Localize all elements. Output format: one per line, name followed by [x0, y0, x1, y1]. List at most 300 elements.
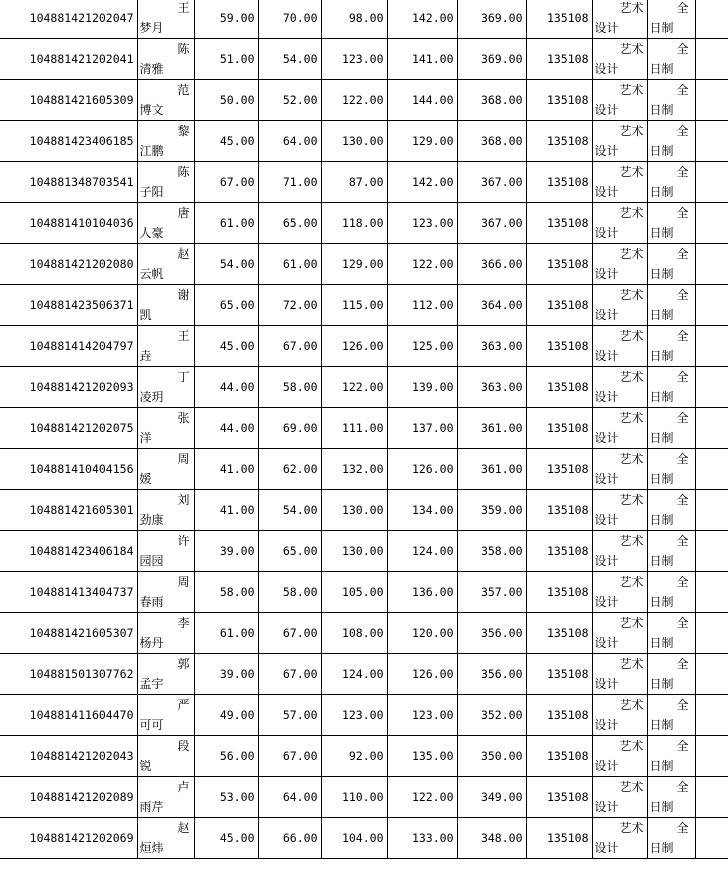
score-subject-2-cell: 112.00 [387, 285, 457, 326]
name-line-2: 博文 [139, 103, 164, 117]
empty-cell [695, 203, 728, 244]
major-line-2: 设计 [594, 841, 619, 855]
score-subject-1-cell: 130.00 [321, 121, 387, 162]
study-mode-cell [647, 777, 695, 818]
major-code-cell: 135108 [526, 695, 592, 736]
name-line-2: 劲康 [139, 513, 164, 527]
score-politics-cell: 59.00 [194, 0, 258, 39]
mode-line-2: 日制 [649, 431, 674, 445]
mode-line-2: 日制 [649, 759, 674, 773]
name-line-1: 李 [177, 616, 190, 630]
candidate-id-cell: 104881421202047 [0, 0, 137, 39]
total-score-cell: 356.00 [457, 613, 526, 654]
table-row [0, 695, 728, 736]
score-politics-cell: 45.00 [194, 326, 258, 367]
name-line-1: 刘 [177, 493, 190, 507]
major-code-cell: 135108 [526, 572, 592, 613]
candidate-id-cell: 104881421202093 [0, 367, 137, 408]
score-subject-2-cell: 122.00 [387, 777, 457, 818]
empty-cell [695, 367, 728, 408]
mode-line-1: 全 [676, 206, 689, 220]
major-line-1: 艺术 [619, 329, 644, 343]
major-line-1: 艺术 [619, 165, 644, 179]
mode-line-2: 日制 [649, 472, 674, 486]
empty-cell [695, 326, 728, 367]
total-score-cell: 361.00 [457, 449, 526, 490]
mode-line-2: 日制 [649, 513, 674, 527]
study-mode-cell [647, 695, 695, 736]
mode-line-1: 全 [676, 452, 689, 466]
mode-line-2: 日制 [649, 390, 674, 404]
name-line-1: 许 [177, 534, 190, 548]
major-name-cell [592, 490, 647, 531]
major-name-cell [592, 367, 647, 408]
mode-line-1: 全 [676, 534, 689, 548]
mode-line-1: 全 [676, 370, 689, 384]
major-code-cell: 135108 [526, 449, 592, 490]
score-politics-cell: 45.00 [194, 121, 258, 162]
score-subject-1-cell: 126.00 [321, 326, 387, 367]
major-line-2: 设计 [594, 185, 619, 199]
score-subject-1-cell: 104.00 [321, 818, 387, 859]
mode-line-2: 日制 [649, 185, 674, 199]
major-line-1: 艺术 [619, 616, 644, 630]
name-line-2: 媛 [139, 472, 152, 486]
major-line-2: 设计 [594, 62, 619, 76]
score-foreign-language-cell: 64.00 [258, 777, 321, 818]
major-name-cell [592, 572, 647, 613]
score-subject-1-cell: 110.00 [321, 777, 387, 818]
candidate-id-cell: 104881421202080 [0, 244, 137, 285]
study-mode-cell [647, 39, 695, 80]
candidate-id-cell: 104881423406184 [0, 531, 137, 572]
major-line-1: 艺术 [619, 83, 644, 97]
mode-line-2: 日制 [649, 595, 674, 609]
name-line-1: 陈 [177, 42, 190, 56]
major-code-cell: 135108 [526, 203, 592, 244]
empty-cell [695, 777, 728, 818]
major-name-cell [592, 244, 647, 285]
major-name-cell [592, 121, 647, 162]
score-subject-1-cell: 87.00 [321, 162, 387, 203]
name-line-1: 段 [177, 739, 190, 753]
table-row [0, 39, 728, 80]
score-politics-cell: 53.00 [194, 777, 258, 818]
major-code-cell: 135108 [526, 39, 592, 80]
score-politics-cell: 65.00 [194, 285, 258, 326]
major-line-1: 艺术 [619, 288, 644, 302]
major-code-cell: 135108 [526, 326, 592, 367]
score-subject-1-cell: 105.00 [321, 572, 387, 613]
total-score-cell: 349.00 [457, 777, 526, 818]
major-name-cell [592, 285, 647, 326]
name-line-2: 锐 [139, 759, 152, 773]
mode-line-2: 日制 [649, 21, 674, 35]
empty-cell [695, 736, 728, 777]
score-subject-1-cell: 123.00 [321, 695, 387, 736]
candidate-id-cell: 104881423406185 [0, 121, 137, 162]
name-line-1: 陈 [177, 165, 190, 179]
candidate-id-cell: 104881421202041 [0, 39, 137, 80]
score-subject-2-cell: 134.00 [387, 490, 457, 531]
score-politics-cell: 39.00 [194, 654, 258, 695]
name-line-2: 杨丹 [139, 636, 164, 650]
study-mode-cell [647, 326, 695, 367]
empty-cell [695, 490, 728, 531]
name-line-2: 清雅 [139, 62, 164, 76]
name-line-2: 孟宇 [139, 677, 164, 691]
mode-line-1: 全 [676, 616, 689, 630]
score-subject-1-cell: 122.00 [321, 80, 387, 121]
study-mode-cell [647, 572, 695, 613]
score-subject-2-cell: 141.00 [387, 39, 457, 80]
major-name-cell [592, 326, 647, 367]
total-score-cell: 367.00 [457, 162, 526, 203]
major-line-2: 设计 [594, 595, 619, 609]
score-politics-cell: 50.00 [194, 80, 258, 121]
score-subject-2-cell: 123.00 [387, 203, 457, 244]
mode-line-2: 日制 [649, 267, 674, 281]
empty-cell [695, 572, 728, 613]
name-line-2: 江鹏 [139, 144, 164, 158]
score-subject-2-cell: 122.00 [387, 244, 457, 285]
study-mode-cell [647, 162, 695, 203]
mode-line-2: 日制 [649, 308, 674, 322]
table-row [0, 613, 728, 654]
score-politics-cell: 39.00 [194, 531, 258, 572]
score-subject-2-cell: 129.00 [387, 121, 457, 162]
total-score-cell: 357.00 [457, 572, 526, 613]
major-line-2: 设计 [594, 103, 619, 117]
mode-line-2: 日制 [649, 554, 674, 568]
candidate-id-cell: 104881423506371 [0, 285, 137, 326]
score-politics-cell: 45.00 [194, 818, 258, 859]
score-subject-2-cell: 137.00 [387, 408, 457, 449]
table-row [0, 0, 728, 39]
study-mode-cell [647, 531, 695, 572]
candidate-name-cell [137, 654, 194, 695]
name-line-2: 凌玥 [139, 390, 164, 404]
candidate-id-cell: 104881410104036 [0, 203, 137, 244]
study-mode-cell [647, 203, 695, 244]
score-foreign-language-cell: 58.00 [258, 367, 321, 408]
table-row [0, 244, 728, 285]
score-foreign-language-cell: 54.00 [258, 39, 321, 80]
table-row [0, 162, 728, 203]
name-line-1: 周 [177, 575, 190, 589]
empty-cell [695, 285, 728, 326]
name-line-1: 范 [177, 83, 190, 97]
score-subject-1-cell: 123.00 [321, 39, 387, 80]
score-subject-1-cell: 98.00 [321, 0, 387, 39]
score-politics-cell: 58.00 [194, 572, 258, 613]
candidate-name-cell [137, 285, 194, 326]
name-line-1: 严 [177, 698, 190, 712]
name-line-1: 王 [177, 329, 190, 343]
score-subject-2-cell: 123.00 [387, 695, 457, 736]
table-row [0, 326, 728, 367]
mode-line-2: 日制 [649, 636, 674, 650]
major-name-cell [592, 654, 647, 695]
table-row [0, 203, 728, 244]
major-line-2: 设计 [594, 554, 619, 568]
major-line-1: 艺术 [619, 657, 644, 671]
score-politics-cell: 51.00 [194, 39, 258, 80]
score-politics-cell: 49.00 [194, 695, 258, 736]
score-foreign-language-cell: 71.00 [258, 162, 321, 203]
major-code-cell: 135108 [526, 613, 592, 654]
empty-cell [695, 449, 728, 490]
score-politics-cell: 41.00 [194, 449, 258, 490]
candidate-name-cell [137, 613, 194, 654]
table-row [0, 654, 728, 695]
score-foreign-language-cell: 69.00 [258, 408, 321, 449]
major-name-cell [592, 39, 647, 80]
name-line-1: 赵 [177, 247, 190, 261]
name-line-2: 梦月 [139, 21, 164, 35]
name-line-2: 云帆 [139, 267, 164, 281]
table-row [0, 531, 728, 572]
name-line-1: 赵 [177, 821, 190, 835]
major-line-2: 设计 [594, 226, 619, 240]
table-row [0, 367, 728, 408]
major-line-2: 设计 [594, 718, 619, 732]
major-code-cell: 135108 [526, 818, 592, 859]
score-foreign-language-cell: 67.00 [258, 736, 321, 777]
empty-cell [695, 244, 728, 285]
mode-line-2: 日制 [649, 349, 674, 363]
candidate-name-cell [137, 531, 194, 572]
mode-line-1: 全 [676, 821, 689, 835]
score-foreign-language-cell: 70.00 [258, 0, 321, 39]
mode-line-1: 全 [676, 42, 689, 56]
name-line-2: 雨芹 [139, 800, 164, 814]
major-line-1: 艺术 [619, 370, 644, 384]
score-foreign-language-cell: 72.00 [258, 285, 321, 326]
total-score-cell: 352.00 [457, 695, 526, 736]
candidate-id-cell: 104881413404737 [0, 572, 137, 613]
score-foreign-language-cell: 54.00 [258, 490, 321, 531]
major-line-2: 设计 [594, 472, 619, 486]
empty-cell [695, 654, 728, 695]
total-score-cell: 367.00 [457, 203, 526, 244]
score-foreign-language-cell: 57.00 [258, 695, 321, 736]
study-mode-cell [647, 121, 695, 162]
table-row [0, 285, 728, 326]
score-foreign-language-cell: 62.00 [258, 449, 321, 490]
score-subject-1-cell: 115.00 [321, 285, 387, 326]
candidate-id-cell: 104881411604470 [0, 695, 137, 736]
empty-cell [695, 121, 728, 162]
major-code-cell: 135108 [526, 408, 592, 449]
score-subject-2-cell: 136.00 [387, 572, 457, 613]
mode-line-1: 全 [676, 411, 689, 425]
major-code-cell: 135108 [526, 244, 592, 285]
score-subject-1-cell: 118.00 [321, 203, 387, 244]
major-line-2: 设计 [594, 308, 619, 322]
major-code-cell: 135108 [526, 162, 592, 203]
mode-line-1: 全 [676, 575, 689, 589]
score-subject-1-cell: 132.00 [321, 449, 387, 490]
score-politics-cell: 54.00 [194, 244, 258, 285]
score-subject-2-cell: 124.00 [387, 531, 457, 572]
name-line-2: 洋 [139, 431, 152, 445]
table-row [0, 736, 728, 777]
major-code-cell: 135108 [526, 285, 592, 326]
mode-line-1: 全 [676, 780, 689, 794]
major-code-cell: 135108 [526, 777, 592, 818]
table-row [0, 80, 728, 121]
mode-line-2: 日制 [649, 62, 674, 76]
candidate-name-cell [137, 121, 194, 162]
major-line-1: 艺术 [619, 493, 644, 507]
candidate-name-cell [137, 818, 194, 859]
total-score-cell: 363.00 [457, 367, 526, 408]
candidate-name-cell [137, 326, 194, 367]
candidate-name-cell [137, 80, 194, 121]
mode-line-1: 全 [676, 657, 689, 671]
major-line-2: 设计 [594, 431, 619, 445]
major-line-1: 艺术 [619, 452, 644, 466]
study-mode-cell [647, 0, 695, 39]
major-code-cell: 135108 [526, 0, 592, 39]
candidate-name-cell [137, 490, 194, 531]
total-score-cell: 348.00 [457, 818, 526, 859]
total-score-cell: 361.00 [457, 408, 526, 449]
major-line-1: 艺术 [619, 739, 644, 753]
mode-line-2: 日制 [649, 800, 674, 814]
name-line-1: 郭 [177, 657, 190, 671]
mode-line-1: 全 [676, 1, 689, 15]
empty-cell [695, 39, 728, 80]
candidate-id-cell: 104881421202043 [0, 736, 137, 777]
candidate-name-cell [137, 203, 194, 244]
major-line-1: 艺术 [619, 698, 644, 712]
candidate-name-cell [137, 736, 194, 777]
name-line-2: 凯 [139, 308, 152, 322]
score-subject-1-cell: 108.00 [321, 613, 387, 654]
score-politics-cell: 44.00 [194, 408, 258, 449]
study-mode-cell [647, 654, 695, 695]
table-row [0, 572, 728, 613]
table-row [0, 121, 728, 162]
major-line-2: 设计 [594, 390, 619, 404]
major-name-cell [592, 0, 647, 39]
score-subject-2-cell: 142.00 [387, 162, 457, 203]
total-score-cell: 363.00 [457, 326, 526, 367]
name-line-1: 谢 [177, 288, 190, 302]
name-line-1: 周 [177, 452, 190, 466]
candidate-name-cell [137, 367, 194, 408]
study-mode-cell [647, 367, 695, 408]
total-score-cell: 369.00 [457, 0, 526, 39]
major-line-2: 设计 [594, 349, 619, 363]
score-foreign-language-cell: 58.00 [258, 572, 321, 613]
study-mode-cell [647, 408, 695, 449]
major-code-cell: 135108 [526, 654, 592, 695]
candidate-id-cell: 104881421202075 [0, 408, 137, 449]
score-foreign-language-cell: 67.00 [258, 654, 321, 695]
table-row [0, 449, 728, 490]
major-name-cell [592, 777, 647, 818]
empty-cell [695, 408, 728, 449]
score-foreign-language-cell: 65.00 [258, 203, 321, 244]
name-line-2: 春雨 [139, 595, 164, 609]
major-line-1: 艺术 [619, 42, 644, 56]
mode-line-1: 全 [676, 83, 689, 97]
score-subject-2-cell: 144.00 [387, 80, 457, 121]
score-subject-1-cell: 111.00 [321, 408, 387, 449]
total-score-cell: 364.00 [457, 285, 526, 326]
score-subject-2-cell: 139.00 [387, 367, 457, 408]
mode-line-1: 全 [676, 124, 689, 138]
major-name-cell [592, 162, 647, 203]
score-foreign-language-cell: 67.00 [258, 613, 321, 654]
empty-cell [695, 695, 728, 736]
candidate-name-cell [137, 39, 194, 80]
total-score-cell: 368.00 [457, 121, 526, 162]
major-line-1: 艺术 [619, 780, 644, 794]
study-mode-cell [647, 818, 695, 859]
major-line-1: 艺术 [619, 411, 644, 425]
major-name-cell [592, 695, 647, 736]
major-code-cell: 135108 [526, 531, 592, 572]
mode-line-1: 全 [676, 247, 689, 261]
major-line-1: 艺术 [619, 124, 644, 138]
candidate-id-cell: 104881421202089 [0, 777, 137, 818]
major-line-2: 设计 [594, 144, 619, 158]
total-score-cell: 369.00 [457, 39, 526, 80]
name-line-1: 黎 [177, 124, 190, 138]
name-line-1: 卢 [177, 780, 190, 794]
mode-line-1: 全 [676, 329, 689, 343]
study-mode-cell [647, 613, 695, 654]
candidate-name-cell [137, 408, 194, 449]
major-line-1: 艺术 [619, 1, 644, 15]
total-score-cell: 358.00 [457, 531, 526, 572]
candidate-id-cell: 104881421202069 [0, 818, 137, 859]
major-line-2: 设计 [594, 800, 619, 814]
major-name-cell [592, 531, 647, 572]
name-line-2: 人豪 [139, 226, 164, 240]
mode-line-1: 全 [676, 288, 689, 302]
score-subject-2-cell: 133.00 [387, 818, 457, 859]
score-subject-1-cell: 130.00 [321, 490, 387, 531]
major-line-2: 设计 [594, 513, 619, 527]
major-code-cell: 135108 [526, 367, 592, 408]
mode-line-1: 全 [676, 493, 689, 507]
major-line-2: 设计 [594, 759, 619, 773]
score-politics-cell: 44.00 [194, 367, 258, 408]
total-score-cell: 368.00 [457, 80, 526, 121]
candidate-id-cell: 104881421605307 [0, 613, 137, 654]
major-name-cell [592, 408, 647, 449]
total-score-cell: 359.00 [457, 490, 526, 531]
mode-line-2: 日制 [649, 144, 674, 158]
study-mode-cell [647, 449, 695, 490]
empty-cell [695, 80, 728, 121]
score-politics-cell: 41.00 [194, 490, 258, 531]
score-foreign-language-cell: 61.00 [258, 244, 321, 285]
score-politics-cell: 61.00 [194, 613, 258, 654]
score-subject-1-cell: 129.00 [321, 244, 387, 285]
name-line-1: 唐 [177, 206, 190, 220]
table-row [0, 408, 728, 449]
major-line-2: 设计 [594, 636, 619, 650]
score-subject-1-cell: 92.00 [321, 736, 387, 777]
major-name-cell [592, 818, 647, 859]
empty-cell [695, 0, 728, 39]
